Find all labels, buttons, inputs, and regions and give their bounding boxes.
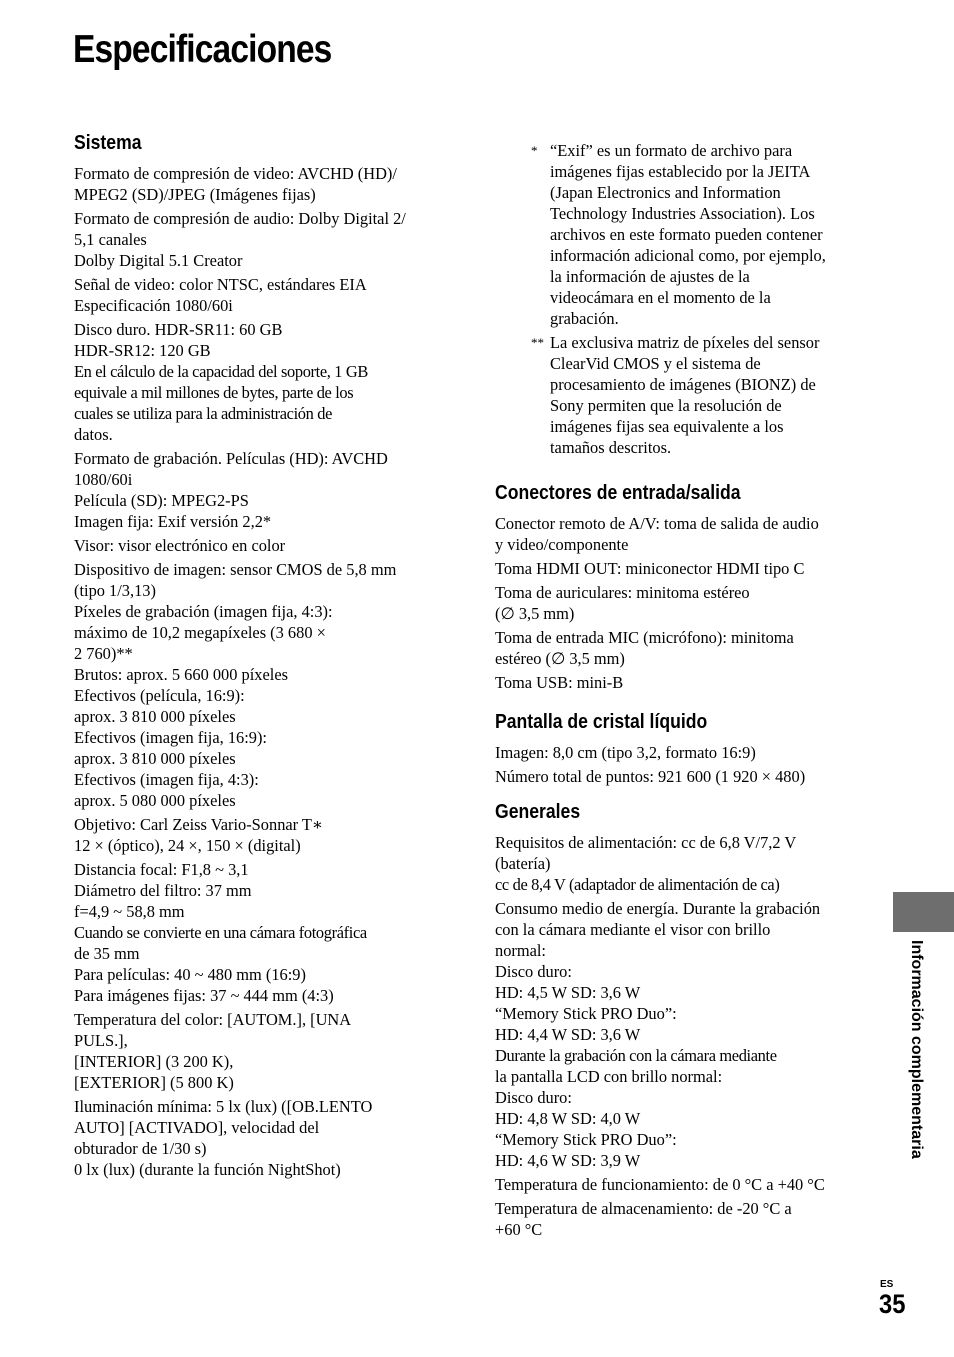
spec-item — [74, 559, 450, 811]
spec-item-detail: (tipo 1/3,13) — [74, 581, 156, 600]
spec-item-detail: Para imágenes fijas: 37 ~ 444 mm (4:3) — [74, 986, 334, 1005]
footnote-line: “Exif” es un formato de archivo para — [550, 141, 793, 160]
spec-item-detail: (batería) — [495, 854, 551, 873]
spec-item-detail: HD: 4,8 W SD: 4,0 W — [495, 1109, 641, 1128]
spec-item-detail: [EXTERIOR] (5 800 K) — [74, 1073, 234, 1092]
footnote-sensor — [495, 332, 867, 458]
spec-item-label: Temperatura de funcionamiento: de 0 °C a +40 °C — [495, 1175, 825, 1194]
spec-item — [495, 513, 867, 555]
spec-item-detail: Película (SD): MPEG2-PS — [74, 491, 249, 510]
footnotes — [495, 140, 867, 458]
spec-item-detail: +60 °C — [495, 1220, 543, 1239]
spec-item-label: Toma de entrada MIC (micrófono): minitoma — [495, 628, 794, 647]
section-generales — [495, 801, 867, 1240]
section-heading-pantalla: Pantalla de cristal líquido — [495, 711, 708, 733]
spec-item-label: Formato de compresión de audio: Dolby Digital 2/ — [74, 209, 406, 228]
spec-item — [74, 859, 450, 1006]
footnote-line: archivos en este formato pueden contener — [550, 225, 823, 244]
spec-item — [495, 627, 867, 669]
spec-item-detail: Píxeles de grabación (imagen fija, 4:3): — [74, 602, 333, 621]
spec-item — [74, 1096, 450, 1180]
spec-item-detail: Brutos: aprox. 5 660 000 píxeles — [74, 665, 288, 684]
spec-item-detail: HD: 4,6 W SD: 3,9 W — [495, 1151, 641, 1170]
spec-item — [495, 1174, 867, 1195]
footnote-line: (Japan Electronics and Information — [550, 183, 781, 202]
footnote-exif — [495, 140, 867, 329]
section-heading-conectores: Conectores de entrada/salida — [495, 482, 741, 504]
spec-item-detail: HD: 4,4 W SD: 3,6 W — [495, 1025, 641, 1044]
footnote-line: procesamiento de imágenes (BIONZ) de — [550, 375, 816, 394]
spec-item — [74, 1009, 450, 1093]
spec-item-label: Disco duro. HDR-SR11: 60 GB — [74, 320, 283, 339]
section-heading-generales: Generales — [495, 801, 581, 823]
spec-item-label: Conector remoto de A/V: toma de salida de audio — [495, 514, 819, 533]
spec-item-detail: Imagen fija: Exif versión 2,2* — [74, 512, 272, 531]
spec-item-detail: cuales se utiliza para la administración de — [74, 404, 333, 423]
footnote-line: tamaños descritos. — [550, 438, 672, 457]
spec-list-pantalla — [495, 742, 867, 787]
spec-item-detail: 12 × (óptico), 24 ×, 150 × (digital) — [74, 836, 301, 855]
spec-item-detail: con la cámara mediante el visor con brillo — [495, 920, 771, 939]
spec-item-detail: estéreo (∅ 3,5 mm) — [495, 649, 625, 668]
spec-item — [495, 672, 867, 693]
spec-item-label: Formato de grabación. Películas (HD): AVCHD — [74, 449, 388, 468]
spec-item-detail: Especificación 1080/60i — [74, 296, 233, 315]
spec-item-detail: Para películas: 40 ~ 480 mm (16:9) — [74, 965, 306, 984]
spec-item-detail: aprox. 5 080 000 píxeles — [74, 791, 236, 810]
spec-item-label: Distancia focal: F1,8 ~ 3,1 — [74, 860, 249, 879]
spec-item-label: Formato de compresión de video: AVCHD (HD)/ — [74, 164, 397, 183]
side-tab-marker — [893, 892, 954, 932]
spec-item-label: Temperatura de almacenamiento: de -20 °C a — [495, 1199, 792, 1218]
footnote-line: imágenes fijas establecido por la JEITA — [550, 162, 811, 181]
footnote-line: videocámara en el momento de la — [550, 288, 771, 307]
spec-item-label: Imagen: 8,0 cm (tipo 3,2, formato 16:9) — [495, 743, 756, 762]
footnote-line: imágenes fijas sea equivalente a los — [550, 417, 784, 436]
spec-item-detail: aprox. 3 810 000 píxeles — [74, 707, 236, 726]
spec-item-detail: 2 760)** — [74, 644, 133, 663]
spec-item-detail: equivale a mil millones de bytes, parte de los — [74, 383, 354, 402]
spec-item-detail: datos. — [74, 425, 113, 444]
footnote-line: grabación. — [550, 309, 619, 328]
spec-item-label: Consumo medio de energía. Durante la grabación — [495, 899, 821, 918]
spec-item-label: Temperatura del color: [AUTOM.], [UNA — [74, 1010, 352, 1029]
spec-item-label: Toma USB: mini-B — [495, 673, 624, 692]
spec-item — [495, 898, 867, 1171]
spec-item-detail: HDR-SR12: 120 GB — [74, 341, 211, 360]
spec-list-conectores — [495, 513, 867, 693]
spec-item-detail: Efectivos (imagen fija, 16:9): — [74, 728, 267, 747]
spec-item-detail: “Memory Stick PRO Duo”: — [495, 1004, 677, 1023]
spec-item-detail: (∅ 3,5 mm) — [495, 604, 575, 623]
section-conectores — [495, 482, 867, 693]
spec-item — [495, 742, 867, 763]
spec-item-detail: Disco duro: — [495, 1088, 572, 1107]
spec-item — [495, 582, 867, 624]
spec-item-detail: Dolby Digital 5.1 Creator — [74, 251, 243, 270]
spec-item-detail: Diámetro del filtro: 37 mm — [74, 881, 252, 900]
spec-list-generales — [495, 832, 867, 1240]
section-heading-sistema: Sistema — [74, 132, 142, 154]
spec-item-detail: f=4,9 ~ 58,8 mm — [74, 902, 185, 921]
left-column — [74, 132, 450, 1183]
right-column — [495, 140, 867, 1243]
spec-item-label: Iluminación mínima: 5 lx (lux) ([OB.LENTO — [74, 1097, 373, 1116]
spec-item-label: Dispositivo de imagen: sensor CMOS de 5,8 mm — [74, 560, 397, 579]
spec-item — [74, 274, 450, 316]
footnote-line: la información de ajustes de la — [550, 267, 750, 286]
spec-item-detail: HD: 4,5 W SD: 3,6 W — [495, 983, 641, 1002]
spec-item-label: Señal de video: color NTSC, estándares EIA — [74, 275, 367, 294]
spec-item-detail: AUTO] [ACTIVADO], velocidad del — [74, 1118, 320, 1137]
spec-item-detail: Cuando se convierte en una cámara fotográfica — [74, 923, 367, 942]
spec-item-detail: máximo de 10,2 megapíxeles (3 680 × — [74, 623, 326, 642]
spec-item-detail: obturador de 1/30 s) — [74, 1139, 207, 1158]
language-code: ES — [880, 1279, 894, 1290]
spec-item-detail: “Memory Stick PRO Duo”: — [495, 1130, 677, 1149]
spec-item-label: Objetivo: Carl Zeiss Vario-Sonnar T∗ — [74, 815, 324, 834]
spec-item-detail: PULS.], — [74, 1031, 128, 1050]
spec-item — [74, 535, 450, 556]
spec-item-detail: cc de 8,4 V (adaptador de alimentación de ca) — [495, 875, 780, 894]
page-number: 35 — [879, 1289, 906, 1319]
spec-item — [495, 558, 867, 579]
footnote-line: ClearVid CMOS y el sistema de — [550, 354, 761, 373]
spec-item-label: Número total de puntos: 921 600 (1 920 × 480) — [495, 767, 806, 786]
spec-item-detail: normal: — [495, 941, 546, 960]
spec-item — [74, 163, 450, 205]
spec-list-sistema — [74, 163, 450, 1180]
spec-item-detail: de 35 mm — [74, 944, 140, 963]
footnote-mark: ** — [531, 335, 544, 350]
spec-item-label: Toma HDMI OUT: miniconector HDMI tipo C — [495, 559, 805, 578]
section-pantalla — [495, 711, 867, 787]
footnote-line: Sony permiten que la resolución de — [550, 396, 782, 415]
spec-item-detail: y video/componente — [495, 535, 629, 554]
spec-item-detail: 1080/60i — [74, 470, 133, 489]
spec-item-label: Visor: visor electrónico en color — [74, 536, 286, 555]
spec-item — [495, 832, 867, 895]
spec-item — [74, 448, 450, 532]
spec-item-label: Requisitos de alimentación: cc de 6,8 V/7,2 V — [495, 833, 797, 852]
footnote-text — [550, 332, 867, 458]
spec-item — [74, 814, 450, 856]
footnote-line: información adicional como, por ejemplo, — [550, 246, 826, 265]
spec-item — [74, 319, 450, 445]
spec-item-label: Toma de auriculares: minitoma estéreo — [495, 583, 750, 602]
spec-item-detail: la pantalla LCD con brillo normal: — [495, 1067, 723, 1086]
spec-item-detail: Efectivos (película, 16:9): — [74, 686, 245, 705]
spec-item-detail: Disco duro: — [495, 962, 572, 981]
page-title: Especificaciones — [73, 28, 332, 71]
side-tab-label: Información complementaria — [908, 940, 925, 1159]
spec-item — [74, 208, 450, 271]
spec-item-detail: En el cálculo de la capacidad del soporte, 1 GB — [74, 362, 368, 381]
spec-item-detail: 0 lx (lux) (durante la función NightShot) — [74, 1160, 341, 1179]
spec-item-detail: Durante la grabación con la cámara mediante — [495, 1046, 777, 1065]
spec-item-detail: aprox. 3 810 000 píxeles — [74, 749, 236, 768]
footnote-line: Technology Industries Association). Los — [550, 204, 815, 223]
spec-item — [495, 1198, 867, 1240]
footnote-text — [550, 140, 867, 329]
footnote-mark: * — [531, 143, 538, 158]
spec-item-detail: MPEG2 (SD)/JPEG (Imágenes fijas) — [74, 185, 316, 204]
footnote-line: La exclusiva matriz de píxeles del sensor — [550, 333, 820, 352]
spec-item — [495, 766, 867, 787]
spec-item-detail: Efectivos (imagen fija, 4:3): — [74, 770, 259, 789]
spec-item-detail: 5,1 canales — [74, 230, 147, 249]
spec-item-detail: [INTERIOR] (3 200 K), — [74, 1052, 234, 1071]
